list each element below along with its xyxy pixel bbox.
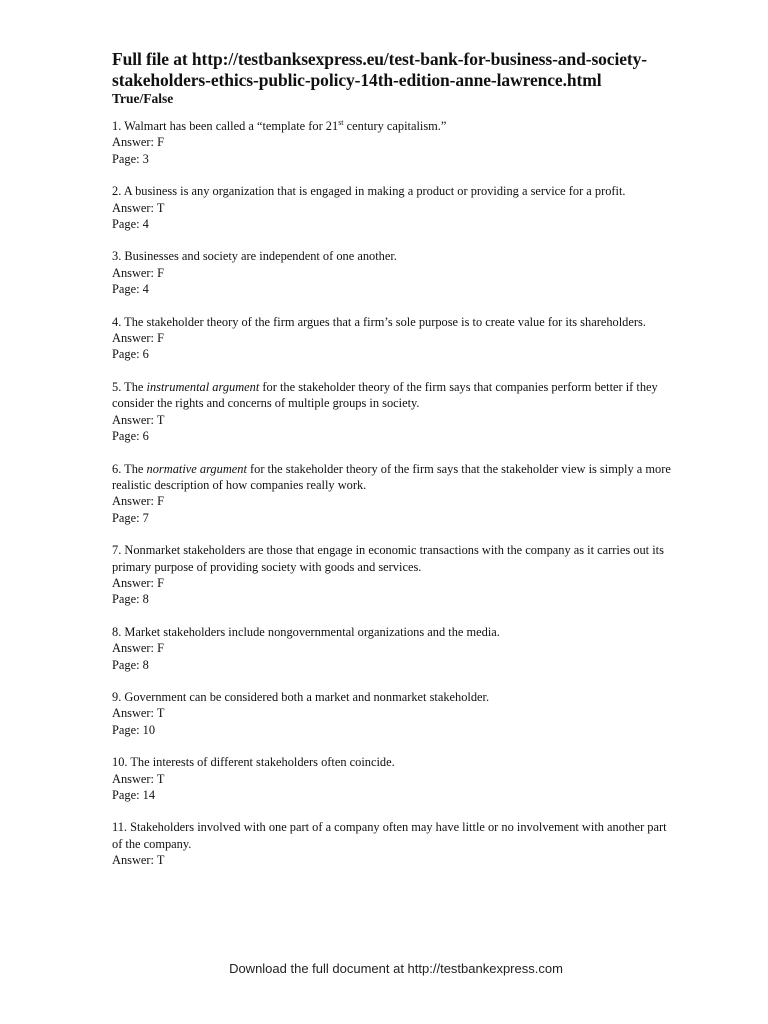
page-line: Page: 6 (112, 347, 149, 362)
answer-line: Answer: F (112, 135, 164, 150)
footer (0, 961, 768, 976)
page-line: Page: 3 (112, 151, 149, 166)
question-item (112, 461, 672, 527)
document-page (112, 49, 672, 885)
question-text: 1. Walmart has been called a “template for 21st century capitalism.” (112, 117, 447, 133)
answer-line: Answer: T (112, 200, 165, 215)
question-text: 9. Government can be considered both a market and nonmarket stakeholder. (112, 689, 490, 704)
answer-line: Answer: F (112, 575, 164, 590)
superscript: st (338, 117, 344, 127)
answer-line: Answer: T (112, 706, 165, 721)
question-item (112, 118, 672, 167)
download-link-text: Download the full document at http://testbankexpress.com (229, 961, 563, 976)
question-item (112, 183, 672, 232)
page-line: Page: 10 (112, 722, 156, 737)
question-item (112, 754, 672, 803)
question-item (112, 248, 672, 297)
answer-line: Answer: F (112, 641, 164, 656)
question-text: 5. The instrumental argument for the stakeholder theory of the firm says that companies perform better if they consider the rights and concerns of multiple groups in society. (112, 379, 658, 411)
question-item (112, 379, 672, 445)
page-line: Page: 8 (112, 592, 149, 607)
page-line: Page: 6 (112, 429, 149, 444)
page-line: Page: 7 (112, 510, 149, 525)
section-heading: True/False (112, 91, 174, 106)
answer-line: Answer: F (112, 331, 164, 346)
question-item (112, 819, 672, 868)
question-text: 8. Market stakeholders include nongovernmental organizations and the media. (112, 624, 500, 639)
question-text: 4. The stakeholder theory of the firm argues that a firm’s sole purpose is to create value for its shareholders. (112, 314, 646, 329)
question-text: 6. The normative argument for the stakeholder theory of the firm says that the stakeholder view is simply a more realistic description of how companies really work. (112, 461, 671, 492)
document-title: Full file at http://testbanksexpress.eu/test-bank-for-business-and-society-stakeholders-ethics-public-policy-14th-edition-anne-lawrence.html (112, 49, 648, 90)
question-item (112, 314, 672, 363)
question-item (112, 542, 672, 608)
page-line: Page: 14 (112, 788, 156, 802)
answer-line: Answer: T (112, 771, 165, 786)
emphasis-term: instrumental argument (146, 379, 260, 394)
emphasis-term: normative argument (146, 461, 247, 476)
page-line: Page: 8 (112, 657, 149, 672)
answer-line: Answer: F (112, 494, 164, 509)
question-text: 10. The interests of different stakeholders often coincide. (112, 755, 395, 770)
question-item (112, 689, 672, 738)
page-line: Page: 4 (112, 217, 149, 232)
question-text: 11. Stakeholders involved with one part of a company often may have little or no involvement with another part of the company. (112, 820, 667, 851)
question-text: 2. A business is any organization that is engaged in making a product or providing a service for a profit. (112, 184, 626, 199)
question-text: 7. Nonmarket stakeholders are those that engage in economic transactions with the company as it carries out its primary purpose of providing society with goods and services. (112, 543, 664, 574)
answer-line: Answer: T (112, 853, 165, 868)
page-line: Page: 4 (112, 282, 149, 297)
question-item (112, 624, 672, 673)
answer-line: Answer: F (112, 265, 164, 280)
question-text: 3. Businesses and society are independent of one another. (112, 249, 397, 264)
answer-line: Answer: T (112, 412, 165, 427)
